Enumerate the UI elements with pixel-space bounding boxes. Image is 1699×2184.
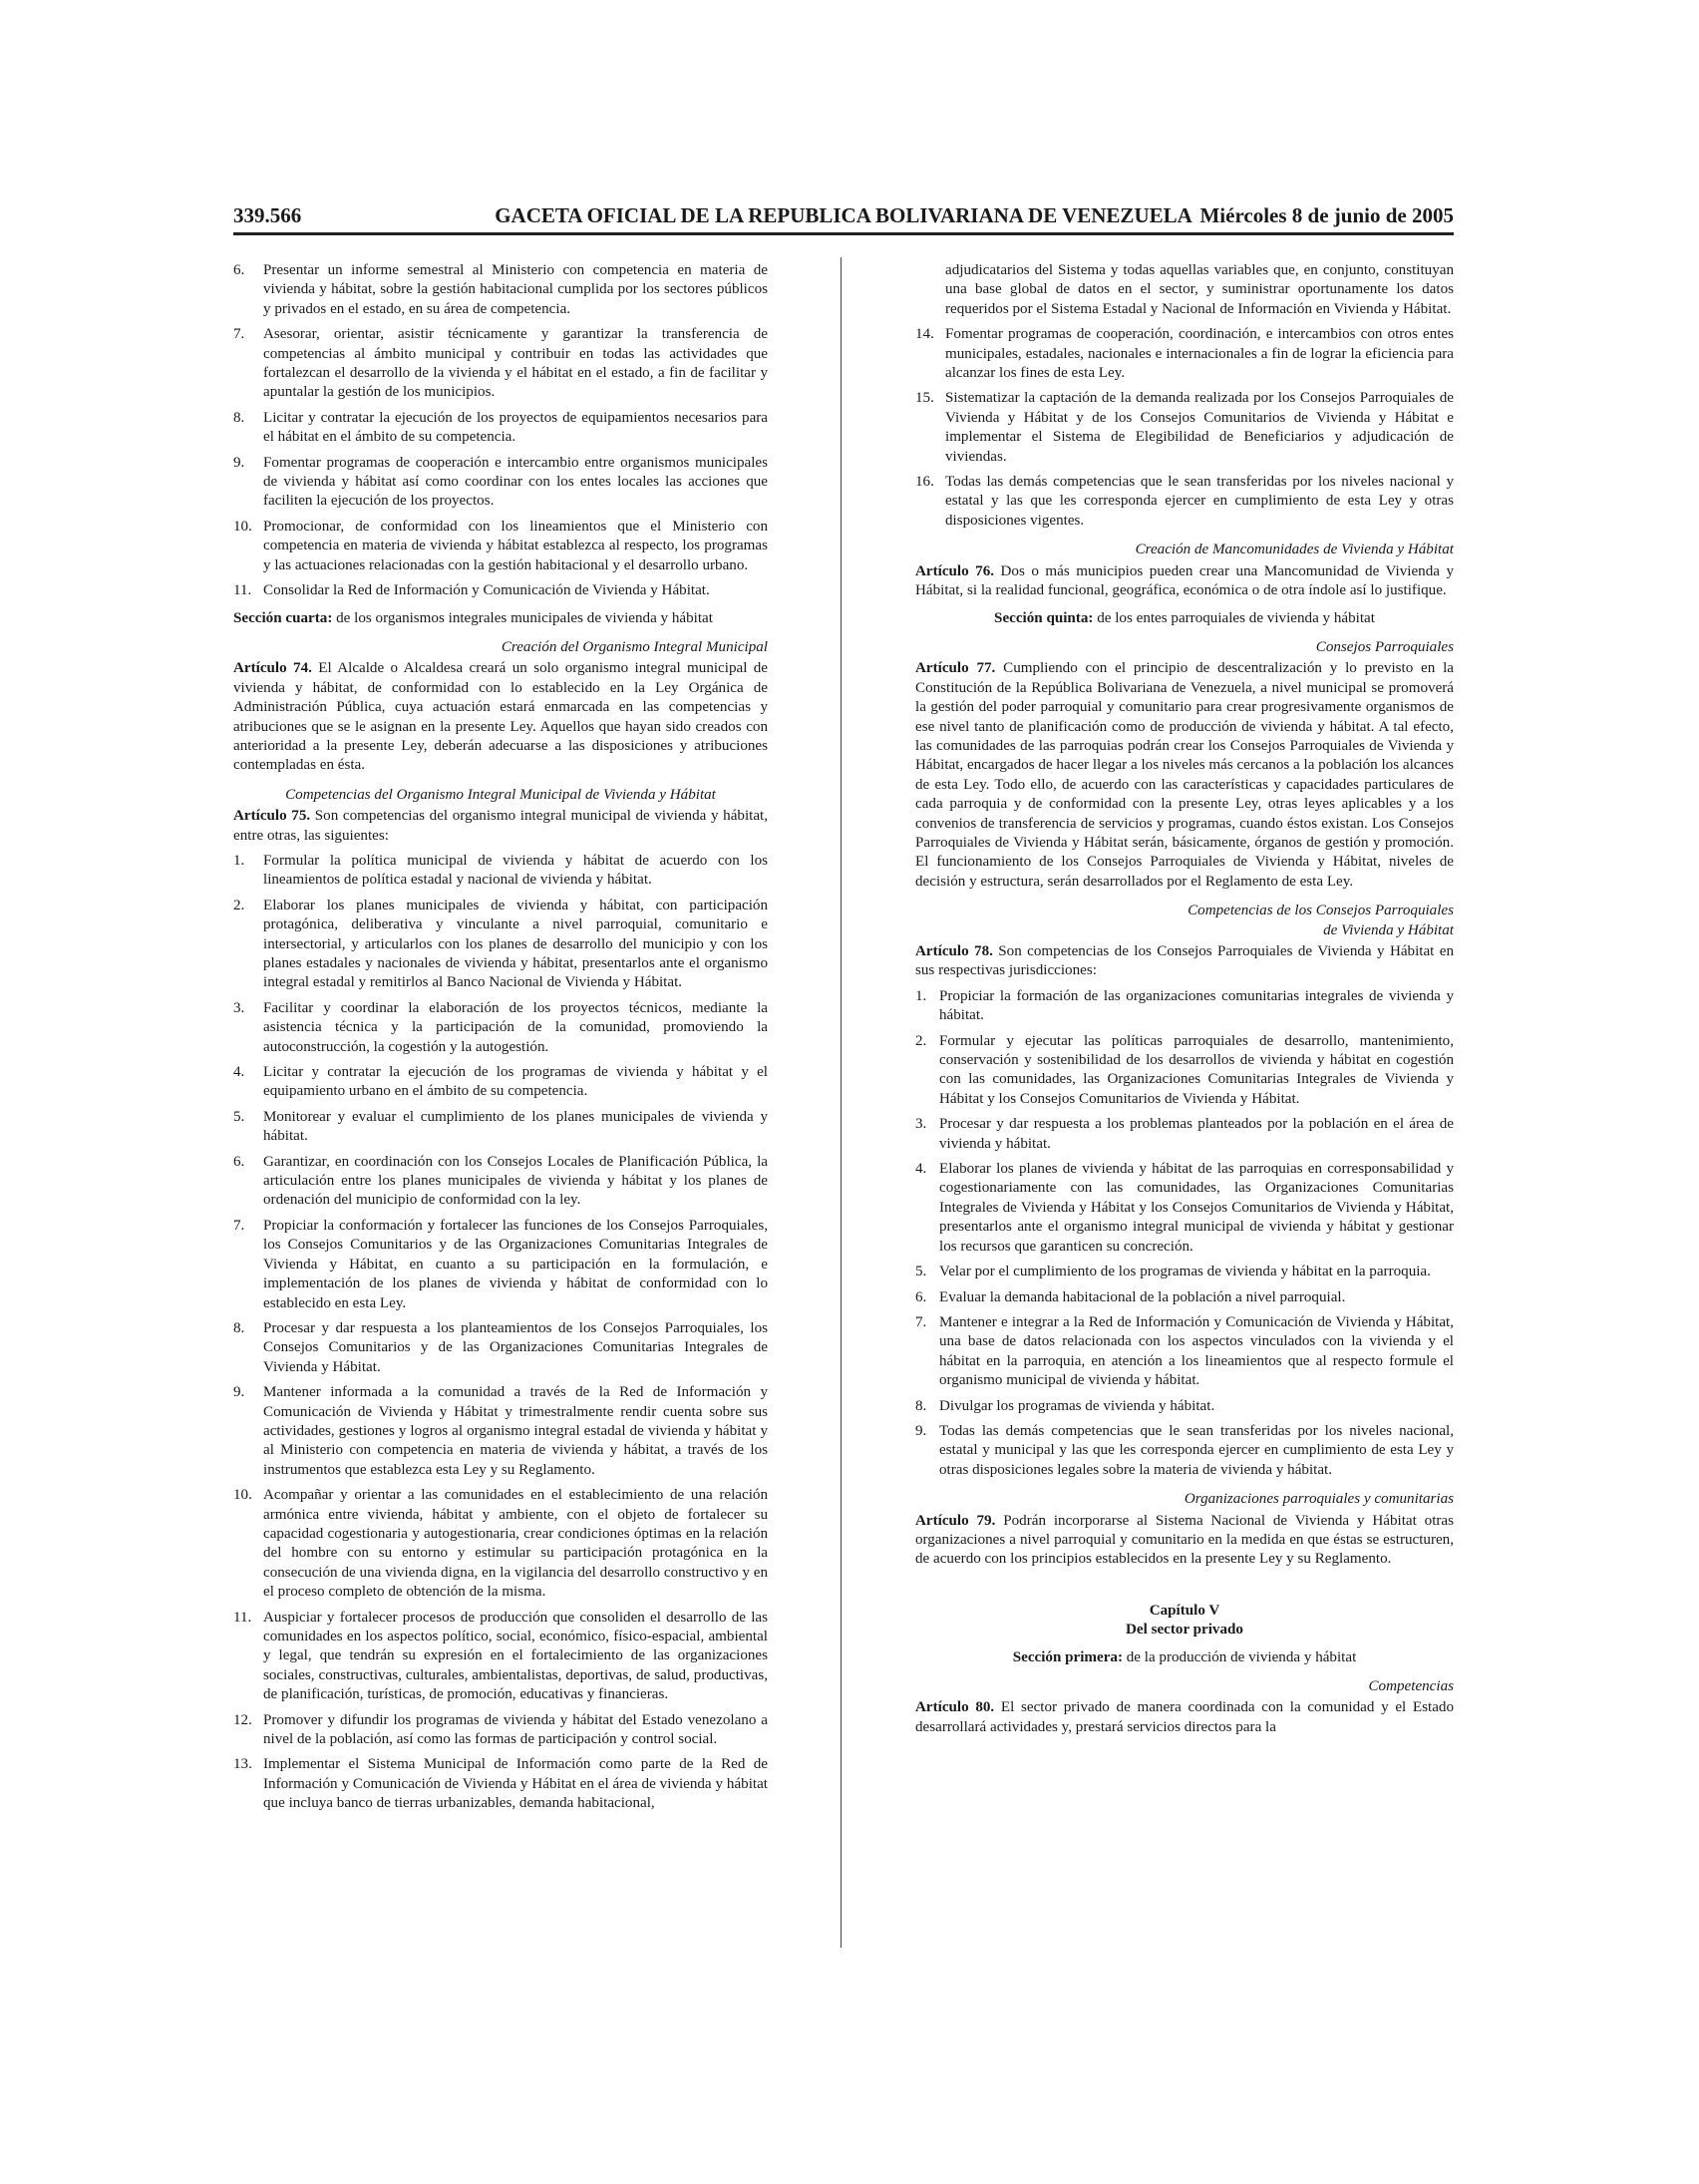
article-80: Artículo 80. El sector privado de manera coordinada con la comunidad y el Estado desarrollará actividades y, prestará servicios directos para la [915,1699,1455,1735]
list-item-number: 13. [233,1756,252,1773]
list-item [233,409,768,448]
list-item-number: 5. [915,1264,927,1280]
subheading: Consejos Parroquiales [1315,638,1454,655]
section-heading: Sección quinta: de los entes parroquiales de vivienda y hábitat [994,609,1375,626]
list-item-text: Evaluar la demanda habitacional de la población a nivel parroquial. [939,1288,1346,1305]
list-item-number: 8. [233,409,245,426]
header-rule [233,232,1454,235]
list-item-number: 1. [233,852,245,869]
column-divider [841,257,842,1948]
list-item [233,1486,768,1602]
list-item-number: 10. [233,1487,252,1504]
list-item-text: Mantener informada a la comunidad a través de la Red de Información y Comunicación de Vivienda y Hábitat y trimestralmente rendir cuenta sobre sus actividades, gestiones y logros al organismo integral estadal de vivienda y hábitat y al Ministerio con competencia en materia de vivienda y hábitat, a través de los instrumentos que establezca esta Ley y su Reglamento. [263,1384,768,1478]
list-item [233,1153,768,1211]
list-item-text: Auspiciar y fortalecer procesos de producción que consoliden el desarrollo de las comunidades en los aspectos político, social, económico, físico-espacial, ambiental y legal, que tendrán su expresión en el fortalecimiento de las organizaciones sociales, constructivas, culturales, ambientalistas, deportivas, de salud, productivas, de planificación, turísticas, de promoción, educativas y financieras. [263,1609,768,1703]
list-item [915,389,1454,467]
article-77: Artículo 77. Cumpliendo con el principio de descentralización y lo previsto en la Constitución de la República Bolivariana de Venezuela, a nivel municipal se promoverá la gestión del poder parroquial y comunitario para crear progresivamente organismos de ese nivel tanto de planificación como de producción de vivienda y hábitat. A tal efecto, las comunidades de las parroquias podrán crear los Consejos Parroquiales de Vivienda y Hábitat, encargados de hacer llegar a los niveles más cercanos a la población los alcances de esta Ley. Todo ello, de acuerdo con las características y capacidades particulares de cada parroquia y de conformidad con la presente Ley, otras leyes aplicables y a los convenios de transferencia de servicios y programas, cuando éstos existan. Los Consejos Parroquiales de Vivienda y Hábitat serán, básicamente, órganos de gestión y promoción. El funcionamiento de los Consejos Parroquiales de Vivienda y Hábitat, niveles de decisión y estructura, serán desarrollados por el Reglamento de esta Ley. [915,660,1455,890]
article-75: Artículo 75. Son competencias del organismo integral municipal de vivienda y hábitat, entre otras, las siguientes: [233,808,769,844]
list-item-number: 4. [915,1161,927,1178]
list-item [233,1711,768,1750]
subheading: Creación del Organismo Integral Municipal [501,638,768,655]
subheading: Competencias de los Consejos Parroquiales de Vivienda y Hábitat [1188,903,1454,938]
list-item [233,897,768,993]
list-item [233,1755,768,1813]
list-item [915,987,1454,1026]
list-item-number: 10. [233,518,252,535]
list-item-number: 7. [915,1313,927,1330]
list-item-number: 1. [915,987,927,1004]
list-item-text: Sistematizar la captación de la demanda realizada por los Consejos Parroquiales de Vivienda y Hábitat y de los Consejos Comunitarios de Vivienda y Hábitat e implementar el Sistema de Elegibilidad de Beneficiarios y adjudicación de viviendas. [945,390,1454,465]
article-74: Artículo 74. El Alcalde o Alcaldesa creará un solo organismo integral municipal de vivienda y hábitat, de conformidad con lo establecido en la Ley Orgánica de Administración Pública, cuya actuación estará enmarcada en las competencias y atribuciones que se le asignan en la presente Ley. Aquellos que hayan sido creados con anterioridad a la presente Ley, deberán adecuarse a las disposiciones y atribuciones contempladas en ésta. [233,660,769,774]
list-item-number: 6. [233,262,245,278]
article-79: Artículo 79. Podrán incorporarse al Sistema Nacional de Vivienda y Hábitat otras organizaciones a nivel parroquial y comunitario en la medida en que éstas se estructuren, de acuerdo con los principios establecidos en la presente Ley y su Reglamento. [915,1512,1454,1568]
list-item-text: Velar por el cumplimiento de los programas de vivienda y hábitat en la parroquia. [939,1264,1431,1280]
subheading: Competencias [1368,1678,1454,1694]
section-heading: Sección primera: de la producción de vivienda y hábitat [1012,1648,1357,1665]
list-item-number: 8. [233,1319,245,1336]
publication-date: Miércoles 8 de junio de 2005 [1199,203,1454,227]
list-item-number: 2. [233,897,245,913]
list-item [915,1263,1454,1281]
list-item-number: 9. [915,1422,927,1439]
list-item [233,852,768,891]
list-item-continued: adjudicatarios del Sistema y todas aquellas variables que, en conjunto, constituyan una base global de datos en el sector, y suministrar oportunamente los datos requeridos por el Sistema Estadal y Nacional de Información en Vivienda y Hábitat. [945,262,1454,317]
subheading: Competencias del Organismo Integral Municipal de Vivienda y Hábitat [285,786,716,803]
list-item-text: Consolidar la Red de Información y Comunicación de Vivienda y Hábitat. [263,582,710,599]
subheading: Creación de Mancomunidades de Vivienda y Hábitat [1135,542,1454,558]
list-item [233,1217,768,1313]
article-76: Artículo 76. Dos o más municipios pueden crear una Mancomunidad de Vivienda y Hábitat, si la realidad funcional, geográfica, económica o de otra índole así lo justifique. [915,562,1454,599]
list-item-text: Implementar el Sistema Municipal de Información como parte de la Red de Información y Comunicación de Vivienda y Hábitat en el área de vivienda y hábitat que incluya banco de tierras urbanizables, demanda habitacional, [263,1756,768,1812]
list-item-text: Elaborar los planes municipales de vivienda y hábitat, con participación protagónica, deliberativa y vinculante a nivel parroquial, comunitario e intersectorial, y articularlos con los planes de desarrollo del municipio y con los planes estadales y nacionales de vivienda y hábitat, presentarlos ante el organismo integral estadal y remitirlos al Banco Nacional de Vivienda y Hábitat. [263,897,768,991]
list-item-text: Divulgar los programas de vivienda y hábitat. [939,1397,1215,1414]
list-item-text: Formular y ejecutar las políticas parroquiales de desarrollo, mantenimiento, conservación y sostenibilidad de los desarrollos de vivienda y hábitat en cogestión con las comunidades, las Organizaciones Comunitarias Integrales de Vivienda y Hábitat y los Consejos Comunitarios de Vivienda y Hábitat. [939,1032,1454,1107]
chapter-title: Del sector privado [1126,1622,1243,1638]
list-item [915,1032,1454,1110]
list-item [233,518,768,575]
list-item-text: Propiciar la conformación y fortalecer las funciones de los Consejos Parroquiales, los Consejos Comunitarios y de las Organizaciones Comunitarias Integrales de Vivienda y Hábitat, en cuanto a su participación en la formulación, e implementación de los planes de vivienda y hábitat de conformidad con lo establecido en esta Ley. [263,1217,768,1311]
list-item-text: Mantener e integrar a la Red de Información y Comunicación de Vivienda y Hábitat, una base de datos relacionada con los aspectos vinculados con la vivienda y el hábitat en la parroquia, en atención a los lineamientos que al respecto formule el organismo municipal de vivienda y hábitat. [939,1313,1454,1389]
list-item-number: 5. [233,1108,245,1125]
list-item-number: 14. [915,326,934,343]
competencies-list-continued [915,325,1454,531]
list-item-number: 6. [915,1288,927,1305]
list-item-number: 12. [233,1711,252,1728]
list-item-text: Formular la política municipal de vivienda y hábitat de acuerdo con los lineamientos de política estadal y nacional de vivienda y hábitat. [263,852,768,889]
list-item [915,1160,1454,1257]
list-item [233,1319,768,1377]
list-item-number: 9. [233,454,245,471]
list-item-text: Acompañar y orientar a las comunidades en el establecimiento de una relación armónica entre vivienda, hábitat y ambiente, con el objeto de fortalecer su capacidad cogestionaria y autogestionaria, crear condiciones óptimas en la relación del hombre con su entorno y estimular su participación protagónica en la consecución de una vivienda digna, en la vigilancia del desarrollo constructivo y en el proceso completo de obtención de la misma. [263,1487,768,1601]
list-item-text: Fomentar programas de cooperación e intercambio entre organismos municipales de vivienda y hábitat así como coordinar con los entes locales las acciones que faciliten la ejecución de los proyectos. [263,454,768,510]
competencies-list-continued [233,261,768,601]
list-item-number: 6. [233,1153,245,1170]
list-item-text: Garantizar, en coordinación con los Consejos Locales de Planificación Pública, la articulación entre los planes municipales de vivienda y hábitat y los planes de ordenación del municipio de conformidad con la ley. [263,1153,768,1209]
list-item-number: 3. [233,999,245,1016]
list-item-text: Elaborar los planes de vivienda y hábitat de las parroquias en corresponsabilidad y cogestionariamente con las comunidades, las Organizaciones Comunitarias Integrales de Vivienda y Hábitat y los Consejos Comunitarios de Vivienda y Hábitat, presentarlos ante el organismo integral municipal de vivienda y hábitat y gestionar los recursos que garanticen su concreción. [939,1161,1454,1255]
gazette-title: GACETA OFICIAL DE LA REPUBLICA BOLIVARIANA DE VENEZUELA [495,203,1192,227]
list-item-text: Monitorear y evaluar el cumplimiento de los planes municipales de vivienda y hábitat. [263,1108,768,1145]
chapter-number: Capítulo V [1149,1602,1220,1619]
list-item [915,1313,1454,1391]
article-78: Artículo 78. Son competencias de los Consejos Parroquiales de Vivienda y Hábitat en sus respectivas jurisdicciones: [915,943,1454,979]
list-item-text: Licitar y contratar la ejecución de los programas de vivienda y hábitat y el equipamiento urbano en el ámbito de su competencia. [263,1064,768,1100]
list-item-number: 15. [915,390,934,407]
list-item-text: Todas las demás competencias que le sean transferidas por los niveles nacional y estatal y las que les corresponda ejercer en cumplimiento de esta Ley y otras disposiciones vigentes. [945,474,1454,529]
list-item-number: 2. [915,1032,927,1049]
list-item [233,325,768,403]
list-item-text: Asesorar, orientar, asistir técnicamente y garantizar la transferencia de competencias al ámbito municipal y contribuir en todas las actividades que fortalezcan el desarrollo de la vivienda y el hábitat en el estado, a fin de facilitar y apuntalar la gestión de los municipios. [263,326,768,401]
list-item-number: 7. [233,1217,245,1234]
list-item-text: Facilitar y coordinar la elaboración de los proyectos técnicos, mediante la asistencia técnica y la participación de la comunidad, promoviendo la autoconstrucción, la cogestión y la autogestión. [263,999,768,1055]
list-item [233,1063,768,1102]
left-column [233,261,768,1820]
list-item [915,473,1454,531]
competencies-list [233,852,768,1814]
list-item-number: 9. [233,1384,245,1401]
list-item [233,1609,768,1705]
list-item-number: 3. [915,1116,927,1133]
list-item-number: 7. [233,326,245,343]
list-item-number: 16. [915,474,934,491]
list-item-text: Propiciar la formación de las organizaciones comunitarias integrales de vivienda y hábitat. [939,987,1454,1024]
list-item [915,1422,1454,1480]
list-item-text: Licitar y contratar la ejecución de los proyectos de equipamientos necesarios para el hábitat en el ámbito de su competencia. [263,409,768,446]
list-item-number: 11. [233,1609,252,1626]
list-item [233,261,768,319]
competencies-list [915,987,1454,1480]
right-column [915,261,1454,1743]
list-item-text: Procesar y dar respuesta a los problemas planteados por la población en el área de vivienda y hábitat. [939,1116,1454,1152]
page-header [233,203,1454,233]
page-number: 339.566 [233,203,302,227]
list-item-number: 4. [233,1064,245,1081]
list-item-number: 11. [233,582,252,599]
list-item [233,1108,768,1147]
section-heading: Sección cuarta: de los organismos integrales municipales de vivienda y hábitat [233,609,713,626]
list-item-number: 8. [915,1397,927,1414]
list-item [915,1397,1454,1416]
list-item [233,454,768,512]
list-item [233,1383,768,1480]
list-item-text: Procesar y dar respuesta a los planteamientos de los Consejos Parroquiales, los Consejos Comunitarios y de las Organizaciones Comunitarias Integrales de Vivienda y Hábitat. [263,1319,768,1375]
subheading: Organizaciones parroquiales y comunitarias [1184,1491,1454,1508]
list-item-text: Todas las demás competencias que le sean transferidas por los niveles nacional, estatal y municipal y las que les corresponda ejercer en cumplimiento de esta Ley y otras disposiciones legales sobre la materia de vivienda y hábitat. [939,1422,1454,1478]
list-item [915,1115,1454,1154]
list-item [915,325,1454,383]
list-item-text: Promocionar, de conformidad con los lineamientos que el Ministerio con competencia en materia de vivienda y hábitat establezca al respecto, los programas y las actuaciones relacionadas con la gestión habitacional y el desarrollo urbano. [263,518,768,573]
list-item-text: Promover y difundir los programas de vivienda y hábitat del Estado venezolano a nivel de la población, así como las formas de participación y control social. [263,1711,768,1748]
list-item [233,581,768,600]
list-item [915,1288,1454,1307]
list-item-text: Presentar un informe semestral al Ministerio con competencia en materia de vivienda y hábitat, sobre la gestión habitacional cumplida por los sectores públicos y privados en el estado, en su área de competencia. [263,262,768,317]
list-item-text: Fomentar programas de cooperación, coordinación, e intercambios con otros entes municipales, estadales, nacionales e internacionales a fin de lograr la eficiencia para alcanzar los fines de esta Ley. [945,326,1454,382]
list-item [233,999,768,1057]
